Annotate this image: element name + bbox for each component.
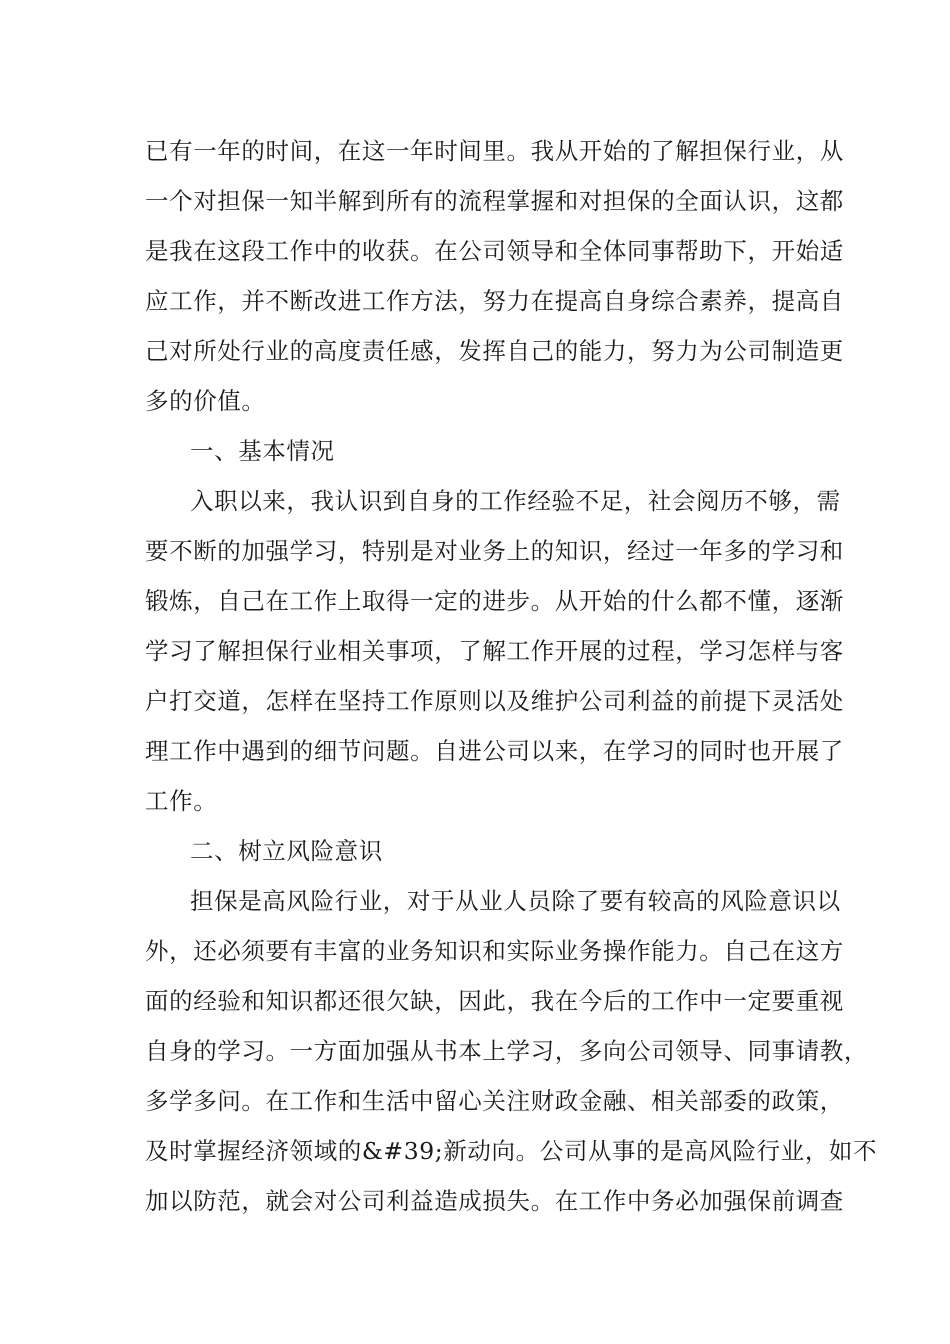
- paragraph-line: 多的价值。: [145, 387, 266, 415]
- paragraph-line: 工作。: [145, 787, 218, 815]
- paragraph-line: 一个对担保一知半解到所有的流程掌握和对担保的全面认识，这都: [145, 187, 844, 215]
- paragraph-line: 锻炼，自己在工作上取得一定的进步。从开始的什么都不懂，逐渐: [145, 587, 844, 615]
- paragraph-line: 多学多问。在工作和生活中留心关注财政金融、相关部委的政策，: [145, 1087, 844, 1115]
- paragraph-line: 应工作，并不断改进工作方法，努力在提高自身综合素养，提高自: [145, 287, 844, 315]
- paragraph-line: 学习了解担保行业相关事项，了解工作开展的过程，学习怎样与客: [145, 637, 844, 665]
- paragraph-line: 外，还必须要有丰富的业务知识和实际业务操作能力。自己在这方: [145, 937, 844, 965]
- paragraph-line: 己对所处行业的高度责任感，发挥自己的能力，努力为公司制造更: [145, 337, 844, 365]
- paragraph-line: 自身的学习。一方面加强从书本上学习，多向公司领导、同事请教，: [145, 1037, 868, 1065]
- paragraph-line: 入职以来，我认识到自身的工作经验不足，社会阅历不够，需: [190, 487, 841, 515]
- paragraph-line: 要不断的加强学习，特别是对业务上的知识，经过一年多的学习和: [145, 537, 844, 565]
- paragraph-line: 户打交道，怎样在坚持工作原则以及维护公司利益的前提下灵活处: [145, 687, 844, 715]
- section-heading: 一、基本情况: [190, 437, 335, 465]
- paragraph-line: 面的经验和知识都还很欠缺，因此，我在今后的工作中一定要重视: [145, 987, 844, 1015]
- section-heading: 二、树立风险意识: [190, 837, 383, 865]
- paragraph-line: 及时掌握经济领域的&#39;新动向。公司从事的是高风险行业，如不: [145, 1137, 878, 1165]
- paragraph-line: 已有一年的时间，在这一年时间里。我从开始的了解担保行业，从: [145, 137, 844, 165]
- paragraph-line: 理工作中遇到的细节问题。自进公司以来，在学习的同时也开展了: [145, 737, 844, 765]
- paragraph-line: 是我在这段工作中的收获。在公司领导和全体同事帮助下，开始适: [145, 237, 844, 265]
- paragraph-line: 加以防范，就会对公司利益造成损失。在工作中务必加强保前调查: [145, 1187, 844, 1215]
- paragraph-line: 担保是高风险行业，对于从业人员除了要有较高的风险意识以: [190, 887, 841, 915]
